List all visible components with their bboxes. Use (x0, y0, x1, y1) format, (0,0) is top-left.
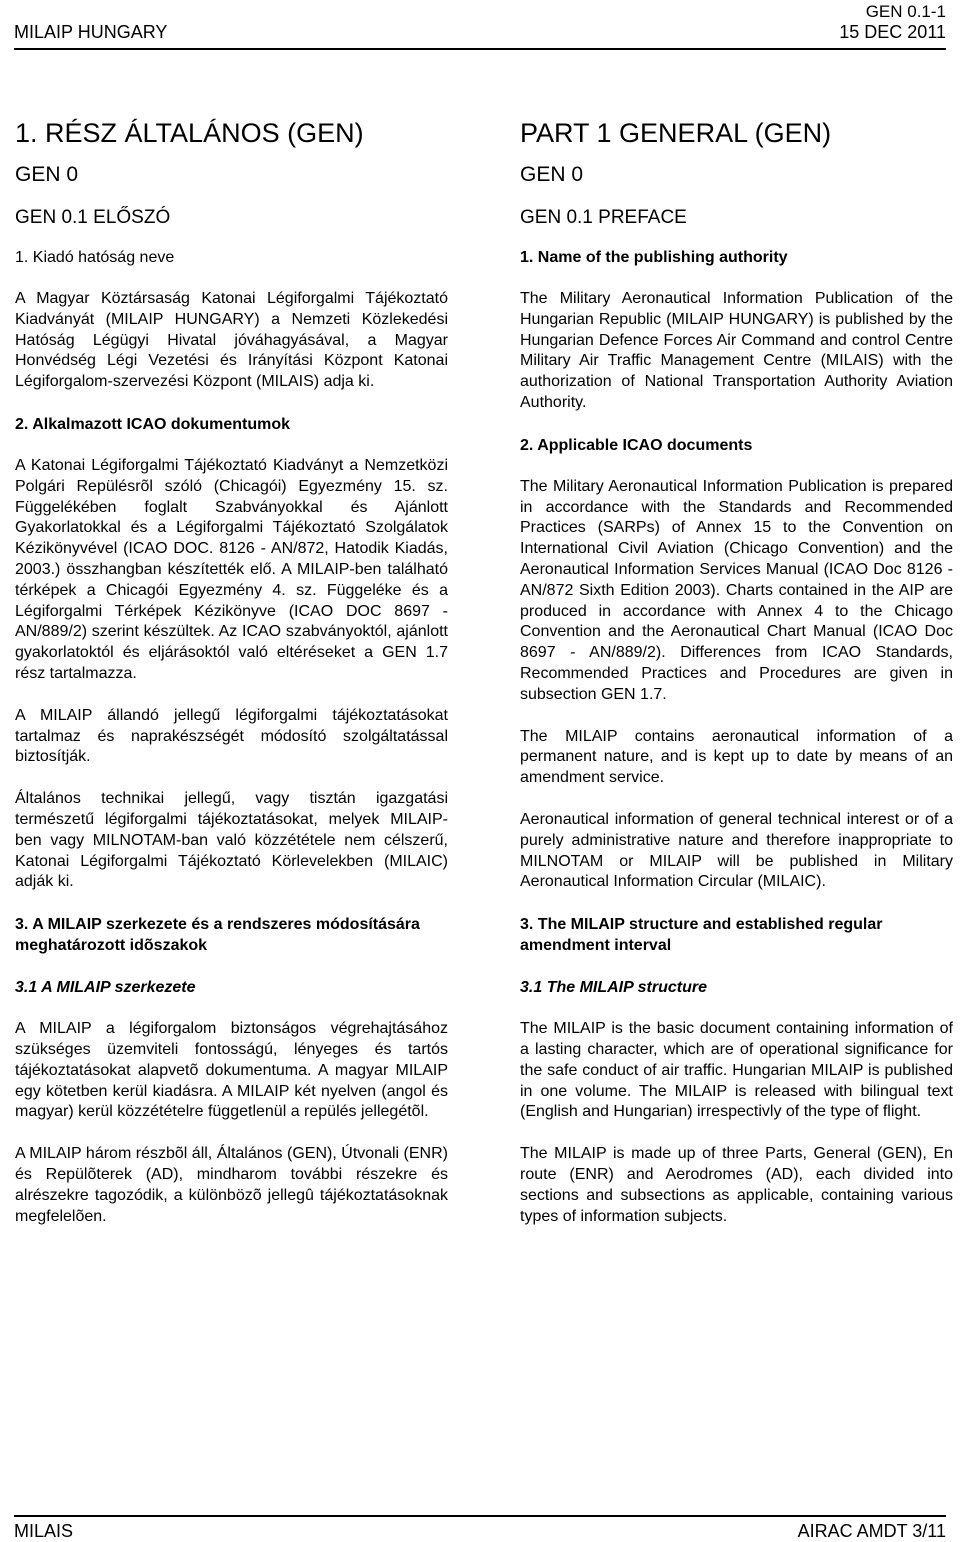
part-title-en: PART 1 GENERAL (GEN) (520, 118, 832, 148)
hungarian-column (15, 115, 448, 1248)
section-3-1-heading-hu: 3.1 A MILAIP szerkezete (15, 979, 196, 997)
page-code: GEN 0.1-1 (865, 2, 946, 21)
english-column (520, 115, 953, 1248)
section-2-paragraph-1-en: The Military Aeronautical Information Publication is prepared in accordance with the Standards and Recommended Practices (SARPs) of Annex 15 to the Convention on International Civil Aviation (Chicago Convention) and the Aeronautical Information Services Manual (ICAO Doc 8126 - AN/872 Sixth Edition 2003). Charts contained in the AIP are produced in accordance with Annex 4 to the Chicago Convention and the Aeronautical Chart Manual (ICAO Doc 8697 - AN/889/2). Differences from ICAO Standards, Recommended Practices and Procedures are given in subsection GEN 1.7. (520, 477, 953, 703)
section-3-heading-en: 3. The MILAIP structure and established regular amendment interval (520, 916, 883, 955)
subsection-title-en: GEN 0.1 PREFACE (520, 207, 687, 228)
gen-heading-hu: GEN 0 (15, 163, 79, 186)
section-2-heading-en: 2. Applicable ICAO documents (520, 436, 753, 454)
section-2-paragraph-3-hu: Általános technikai jellegű, vagy tisztán igazgatási természetű légiforgalmi tájékoztatásokat, melyek MILAIP-ben vagy MILNOTAM-ban való közzététele nem célszerű, Katonai Légiforgalmi Tájékoztató Körlevelekben (MILAIC) adják ki. (15, 790, 448, 891)
section-1-heading-hu: 1. Kiadó hatóság neve (15, 249, 175, 266)
subsection-title-hu: GEN 0.1 ELŐSZÓ (15, 207, 171, 228)
section-2-paragraph-2-hu: A MILAIP állandó jellegű légiforgalmi tájékoztatásokat tartalmaz és naprakészségét módosító szolgáltatással biztosítják. (15, 706, 448, 766)
section-3-1-paragraph-2-hu: A MILAIP három részbõl áll, Általános (GEN), Útvonali (ENR) és Repülõterek (AD), mindharom további részekre és alrészekre tagozódik, a különbözõ jellegû tájékoztatásoknak megfelelõen. (15, 1145, 448, 1225)
section-1-heading-en: 1. Name of the publishing authority (520, 249, 788, 266)
section-3-1-paragraph-1-hu: A MILAIP a légiforgalom biztonságos végrehajtásához szükséges üzemviteli fontosságú, lényeges és tartós tájékoztatásokat alapvetõ dokumentuma. A magyar MILAIP egy kötetben kerül kiadásra. A MILAIP két nyelven (angol és magyar) kerül közzétételre függetlenül a repülés jellegétõl. (15, 1020, 448, 1121)
section-3-1-paragraph-1-en: The MILAIP is the basic document containing information of a lasting character, which are of operational significance for the safe conduct of air traffic. Hungarian MILAIP is published in one volume. The MILAIP is released with bilingual text (English and Hungarian) irrespectivly of the type of flight. (520, 1020, 953, 1121)
footer-amendment: AIRAC AMDT 3/11 (797, 1521, 946, 1541)
part-title-hu: 1. RÉSZ ÁLTALÁNOS (GEN) (15, 118, 364, 148)
section-1-text-hu: A Magyar Köztársaság Katonai Légiforgalmi Tájékoztató Kiadványát (MILAIP HUNGARY) a Nemzeti Közlekedési Hatóság Légügyi Hivatal jóváhagyásával, a Magyar Honvédség Légi Vezetési és Irányítási Központ Katonai Légiforgalom-szervezési Központ (MILAIS) adja ki. (15, 290, 448, 391)
section-3-heading-hu: 3. A MILAIP szerkezete és a rendszeres módosítására meghatározott idõszakok (15, 916, 420, 955)
section-3-1-paragraph-2-en: The MILAIP is made up of three Parts, General (GEN), En route (ENR) and Aerodromes (AD), each divided into sections and subsections as applicable, containing various types of information subjects. (520, 1145, 953, 1225)
section-2-paragraph-3-en: Aeronautical information of general technical interest or of a purely administrative nature and therefore inappropriate to MILNOTAM or MILAIP will be published in Military Aeronautical Information Circular (MILAIC). (520, 810, 953, 891)
publication-date: 15 DEC 2011 (839, 22, 946, 42)
footer-publisher: MILAIS (14, 1521, 74, 1541)
section-2-heading-hu: 2. Alkalmazott ICAO dokumentumok (15, 415, 290, 433)
publication-name: MILAIP HUNGARY (14, 22, 168, 42)
header-rule (14, 48, 946, 50)
section-3-1-heading-en: 3.1 The MILAIP structure (520, 979, 707, 997)
section-2-paragraph-2-en: The MILAIP contains aeronautical information of a permanent nature, and is kept up to date by means of an amendment service. (520, 727, 953, 787)
gen-heading-en: GEN 0 (520, 163, 584, 186)
section-2-paragraph-1-hu: A Katonai Légiforgalmi Tájékoztató Kiadványt a Nemzetközi Polgári Repülésrõl szóló (Chicagói) Egyezmény 15. sz. Függelékében foglalt Szabványokkal és Ajánlott Gyakorlatokkal és a Légiforgalmi Tájékoztató Szolgálatok Kézikönyvével (ICAO DOC. 8126 - AN/872, Hatodik Kiadás, 2003.) összhangban készítették elő. A MILAIP-ben található térképek a Chicagói Egyezmény 4. sz. Függeléke és a Légiforgalmi Térképek Kézikönyve (ICAO DOC 8697 - AN/889/2) szerint készültek. Az ICAO szabványoktól, ajánlott gyakorlatoktól és eljárásoktól való eltéréseket a GEN 1.7 rész tartalmazza. (15, 456, 448, 682)
section-1-text-en: The Military Aeronautical Information Publication of the Hungarian Republic (MILAIP HUNGARY) is published by the Hungarian Defence Forces Air Command and control Centre Military Air Traffic Management Centre (MILAIS) with the authorization of National Transportation Authority Aviation Authority. (520, 290, 953, 411)
footer-rule (14, 1515, 946, 1517)
